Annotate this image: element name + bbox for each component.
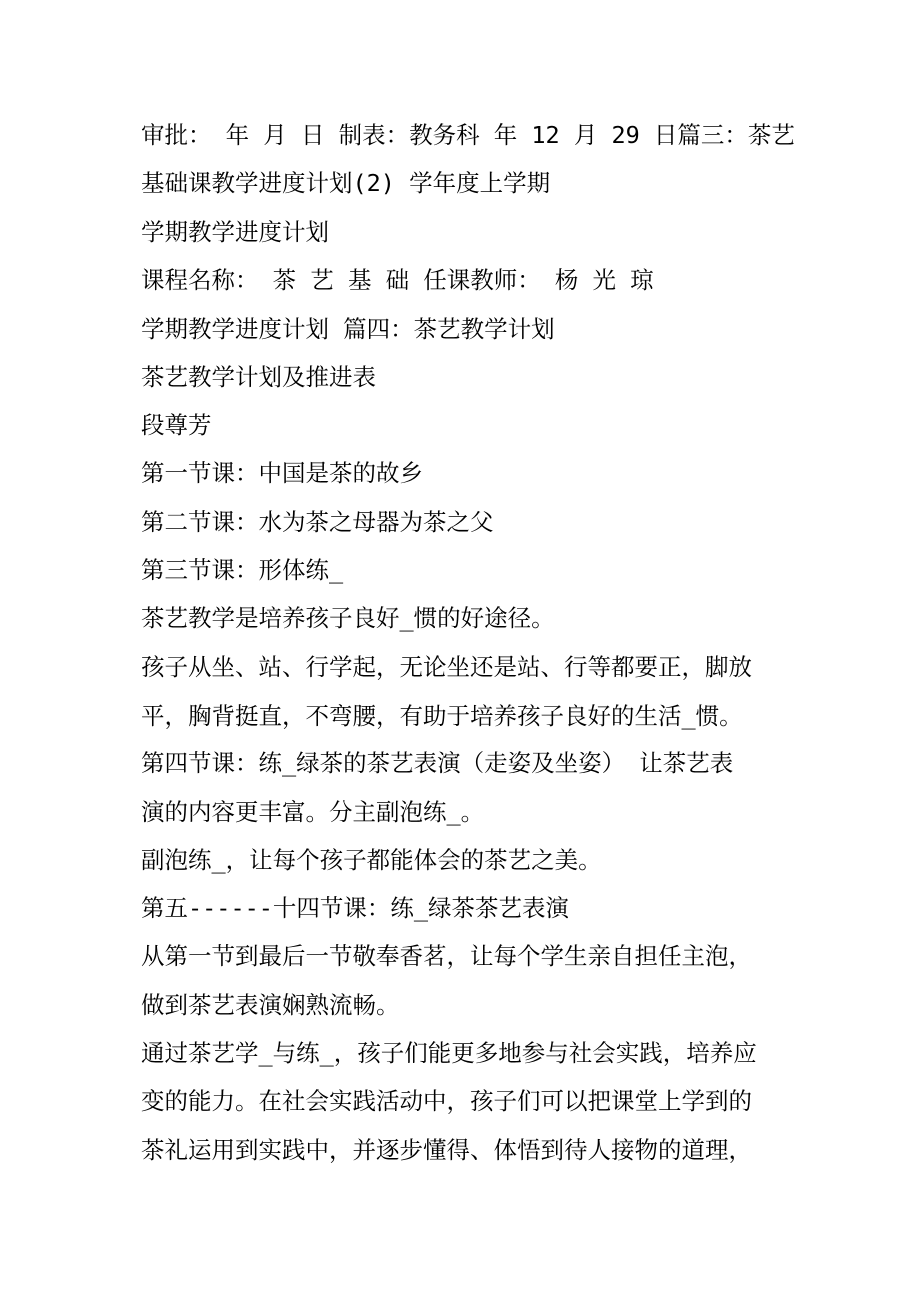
text-line: 基础课教学进度计划(2) 学年度上学期 — [141, 169, 551, 197]
text-line: 第三节课：形体练_ — [141, 556, 344, 584]
text-line: 平，胸背挺直，不弯腰，有助于培养孩子良好的生活_惯。 — [141, 702, 743, 730]
text-line: 第四节课：练_绿茶的茶艺表演（走姿及坐姿） 让茶艺表 — [141, 749, 734, 777]
text-line: 孩子从坐、站、行学起，无论坐还是站、行等都要正，脚放 — [141, 653, 752, 681]
text-line: 从第一节到最后一节敬奉香茗，让每个学生亲自担任主泡， — [141, 942, 752, 970]
text-line: 审批： 年 月 日 制表：教务科 年 12 月 29 日篇三：茶艺 — [141, 121, 795, 149]
text-line: 茶礼运用到实践中，并逐步懂得、体悟到待人接物的道理， — [141, 1136, 752, 1164]
text-line: 第五------十四节课：练_绿茶茶艺表演 — [141, 894, 570, 922]
text-line: 做到茶艺表演娴熟流畅。 — [141, 991, 400, 1019]
text-line: 副泡练_，让每个孩子都能体会的茶艺之美。 — [141, 846, 602, 874]
text-line: 学期教学进度计划 篇四：茶艺教学计划 — [141, 315, 555, 343]
text-line: 变的能力。在社会实践活动中，孩子们可以把课堂上学到的 — [141, 1087, 752, 1115]
text-line: 茶艺教学计划及推进表 — [141, 363, 376, 391]
text-line: 第一节课：中国是茶的故乡 — [141, 459, 423, 487]
text-line: 段尊芳 — [141, 411, 212, 439]
text-line: 课程名称： 茶 艺 基 础 任课教师： 杨 光 琼 — [141, 266, 654, 294]
text-line: 学期教学进度计划 — [141, 218, 329, 246]
text-line: 茶艺教学是培养孩子良好_惯的好途径。 — [141, 604, 555, 632]
text-line: 第二节课：水为茶之母器为茶之父 — [141, 508, 494, 536]
text-line: 通过茶艺学_与练_，孩子们能更多地参与社会实践，培养应 — [141, 1039, 757, 1067]
text-line: 演的内容更丰富。分主副泡练_。 — [141, 798, 485, 826]
